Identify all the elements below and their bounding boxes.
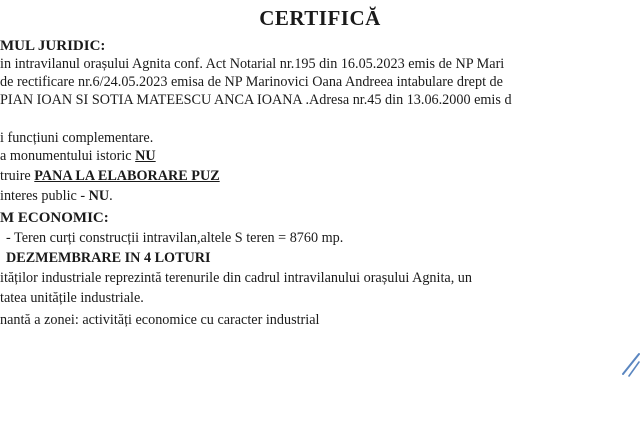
dismemberment-line: DEZMEMBRARE IN 4 LOTURI (6, 250, 211, 266)
public-interest-value: NU (88, 188, 110, 204)
legal-text-line-2: de rectificare nr.6/24.05.2023 emisa de NP Marinovici Oana Andreea intabulare drept de (0, 74, 503, 90)
legal-text-line-3: PIAN IOAN SI SOTIA MATEESCU ANCA IOANA .Adresa nr.45 din 13.06.2000 emis d (0, 92, 512, 108)
pen-mark-icon (620, 352, 640, 382)
construction-label: truire (0, 168, 35, 184)
legal-text-line-4: i funcțiuni complementare. (0, 130, 154, 146)
economic-regime-heading: M ECONOMIC: (0, 210, 109, 226)
industrial-text-line-2: tatea unitățile industriale. (0, 290, 144, 306)
industrial-text-line-1: ităților industriale reprezintă terenurile din cadrul intravilanului orașului Agnita, un (0, 270, 472, 286)
document-title: CERTIFICĂ (259, 6, 381, 30)
monument-label: a monumentului istoric (0, 148, 136, 164)
legal-text-line-1: in intravilanul orașului Agnita conf. Act Notarial nr.195 din 16.05.2023 emis de NP Mari (0, 56, 505, 72)
land-use-line: - Teren curți construcții intravilan,altele S teren = 8760 mp. (6, 230, 344, 246)
public-interest-label: interes public - (0, 188, 89, 204)
public-interest-suffix: . (109, 188, 113, 204)
monument-value: NU (135, 148, 156, 164)
legal-regime-heading: MUL JURIDIC: (0, 38, 106, 54)
construction-value: PANA LA ELABORARE PUZ (34, 168, 220, 184)
monument-line (0, 148, 156, 165)
public-interest-line (0, 188, 113, 205)
dominant-function-line: nantă a zonei: activități economice cu caracter industrial (0, 312, 320, 328)
construction-line (0, 168, 220, 185)
